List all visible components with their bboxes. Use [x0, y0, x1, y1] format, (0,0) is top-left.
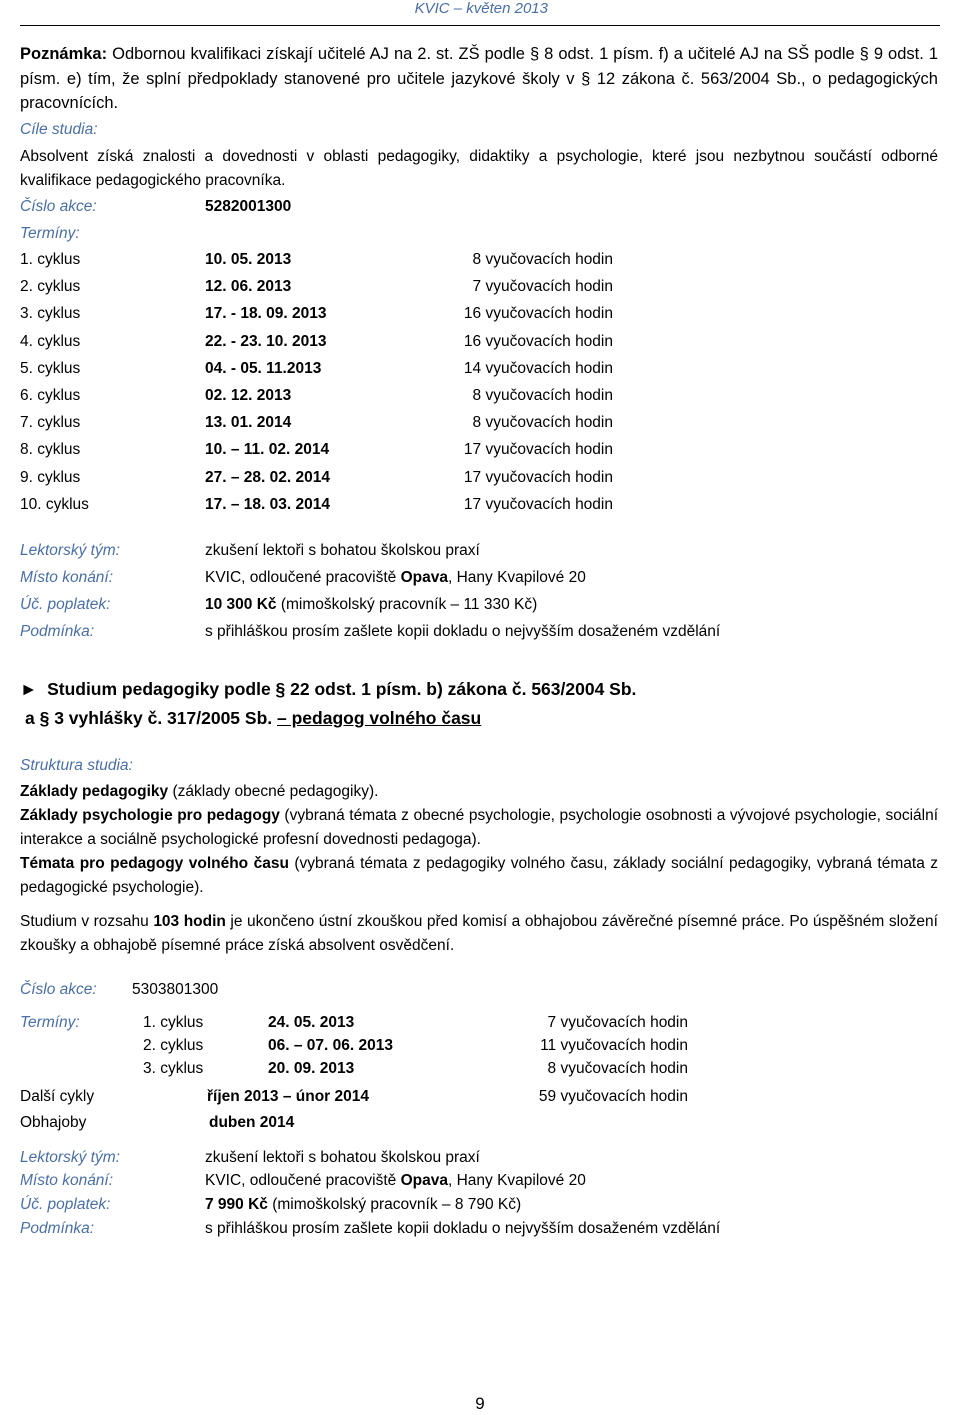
header-rule	[20, 25, 940, 26]
place-value: KVIC, odloučené pracoviště Opava, Hany Kvapilové 20	[205, 569, 586, 586]
schedule-date: 12. 06. 2013	[205, 278, 292, 295]
place-value-2: KVIC, odloučené pracoviště Opava, Hany Kvapilové 20	[205, 1172, 586, 1189]
goals-label: Cíle studia:	[20, 121, 98, 138]
schedule-hours: 8 vyučovacích hodin	[472, 251, 613, 268]
structure-item-1: Základy pedagogiky (základy obecné pedagogiky).	[20, 783, 379, 800]
schedule2-hours: 7 vyučovacích hodin	[547, 1014, 688, 1031]
schedule-hours: 16 vyučovacích hodin	[463, 305, 613, 322]
schedule-cycle: 1. cyklus	[20, 251, 81, 268]
goals-text: Absolvent získá znalosti a dovednosti v oblasti pedagogiky, didaktiky a psychologie, které jsou nezbytnou součástí odborné kvalifikace pedagogického pracovníka.	[20, 148, 938, 189]
schedule-hours: 17 vyučovacích hodin	[463, 441, 613, 458]
schedule-cycle: 7. cyklus	[20, 414, 81, 431]
schedule2-cycle: 3. cyklus	[143, 1060, 204, 1077]
schedule-date: 04. - 05. 11.2013	[205, 360, 322, 377]
schedule-cycle: 3. cyklus	[20, 305, 81, 322]
terms-label: Termíny:	[20, 225, 80, 242]
schedule-hours: 8 vyučovacích hodin	[472, 414, 613, 431]
schedule-hours: 17 vyučovacích hodin	[463, 469, 613, 486]
schedule-date: 02. 12. 2013	[205, 387, 292, 404]
schedule-date: 17. – 18. 03. 2014	[205, 496, 330, 513]
schedule-hours: 16 vyučovacích hodin	[463, 333, 613, 350]
schedule2-cycle: 1. cyklus	[143, 1014, 204, 1031]
schedule-cycle: 10. cyklus	[20, 496, 89, 513]
schedule-cycle: 9. cyklus	[20, 469, 81, 486]
defense-date: duben 2014	[209, 1114, 295, 1131]
note-paragraph	[20, 42, 938, 116]
defense-label: Obhajoby	[20, 1114, 87, 1131]
action-label-2: Číslo akce:	[20, 981, 97, 998]
further-date: říjen 2013 – únor 2014	[207, 1088, 369, 1105]
schedule-cycle: 2. cyklus	[20, 278, 81, 295]
schedule-hours: 14 vyučovacích hodin	[463, 360, 613, 377]
course2-heading-line1: ► Studium pedagogiky podle § 22 odst. 1 písm. b) zákona č. 563/2004 Sb.	[20, 679, 637, 699]
course2-heading-line2: a § 3 vyhlášky č. 317/2005 Sb. – pedagog volného času	[25, 708, 482, 728]
running-header: KVIC – květen 2013	[414, 0, 548, 17]
schedule2-cycle: 2. cyklus	[143, 1037, 204, 1054]
schedule-cycle: 8. cyklus	[20, 441, 81, 458]
fee-value-2: 7 990 Kč (mimoškolský pracovník – 8 790 Kč)	[205, 1196, 522, 1213]
schedule-date: 22. - 23. 10. 2013	[205, 333, 327, 350]
team-label: Lektorský tým:	[20, 542, 120, 559]
condition-label: Podmínka:	[20, 623, 95, 640]
arrow-icon: ►	[20, 679, 38, 699]
note-label: Poznámka:	[20, 45, 108, 63]
fee-value: 10 300 Kč (mimoškolský pracovník – 11 330 Kč)	[205, 596, 538, 613]
schedule-cycle: 5. cyklus	[20, 360, 81, 377]
further-hours: 59 vyučovacích hodin	[538, 1088, 688, 1105]
schedule2-date: 24. 05. 2013	[268, 1014, 355, 1031]
action-label: Číslo akce:	[20, 198, 97, 215]
condition-label-2: Podmínka:	[20, 1220, 95, 1237]
schedule-hours: 8 vyučovacích hodin	[472, 387, 613, 404]
team-value: zkušení lektoři s bohatou školskou praxí	[205, 542, 480, 559]
fee-label: Úč. poplatek:	[20, 596, 111, 613]
schedule2-hours: 11 vyučovacích hodin	[540, 1037, 688, 1054]
schedule-cycle: 6. cyklus	[20, 387, 81, 404]
scope-paragraph: Studium v rozsahu 103 hodin je ukončeno ústní zkouškou před komisí a obhajobou závěrečné písemné práce. Po úspěšném složení zkoušky a obhajobě písemné práce získá absolvent osvědčení.	[20, 913, 938, 954]
team-value-2: zkušení lektoři s bohatou školskou praxí	[205, 1149, 480, 1166]
place-label: Místo konání:	[20, 569, 114, 586]
structure-item-3: Témata pro pedagogy volného času (vybraná témata z pedagogiky volného času, základy sociální pedagogiky, vybraná témata z pedagogické psychologie).	[20, 855, 938, 896]
schedule2-date: 06. – 07. 06. 2013	[268, 1037, 393, 1054]
schedule-date: 13. 01. 2014	[205, 414, 292, 431]
place-label-2: Místo konání:	[20, 1172, 114, 1189]
schedule2-hours: 8 vyučovacích hodin	[547, 1060, 688, 1077]
schedule-hours: 7 vyučovacích hodin	[472, 278, 613, 295]
schedule-date: 10. 05. 2013	[205, 251, 292, 268]
condition-value-2: s přihláškou prosím zašlete kopii dokladu o nejvyšším dosaženém vzdělání	[205, 1220, 721, 1237]
further-label: Další cykly	[20, 1088, 95, 1105]
team-label-2: Lektorský tým:	[20, 1149, 120, 1166]
structure-label: Struktura studia:	[20, 757, 133, 774]
schedule-date: 27. – 28. 02. 2014	[205, 469, 330, 486]
action-number-2: 5303801300	[132, 981, 219, 998]
terms-label-2: Termíny:	[20, 1014, 80, 1031]
note-text: Odbornou kvalifikaci získají učitelé AJ na 2. st. ZŠ podle § 8 odst. 1 písm. f) a učitelé AJ na SŠ podle § 9 odst. 1 písm. e) tím, že splní předpoklady stanovené pro učitele jazykové školy v § 12 zákona č. 563/2004 Sb., o pedagogických pracovnících.	[20, 45, 938, 112]
structure-item-2: Základy psychologie pro pedagogy (vybraná témata z obecné psychologie, psychologie osobnosti a vývojové psychologie, sociální interakce a sociálně psychologické profesní dovednosti pedagoga).	[20, 807, 938, 848]
page-number: 9	[475, 1394, 485, 1413]
schedule-cycle: 4. cyklus	[20, 333, 81, 350]
action-number: 5282001300	[205, 198, 292, 215]
schedule2-date: 20. 09. 2013	[268, 1060, 355, 1077]
schedule-hours: 17 vyučovacích hodin	[463, 496, 613, 513]
fee-label-2: Úč. poplatek:	[20, 1196, 111, 1213]
schedule-date: 10. – 11. 02. 2014	[205, 441, 330, 458]
schedule-date: 17. - 18. 09. 2013	[205, 305, 327, 322]
condition-value: s přihláškou prosím zašlete kopii dokladu o nejvyšším dosaženém vzdělání	[205, 623, 721, 640]
